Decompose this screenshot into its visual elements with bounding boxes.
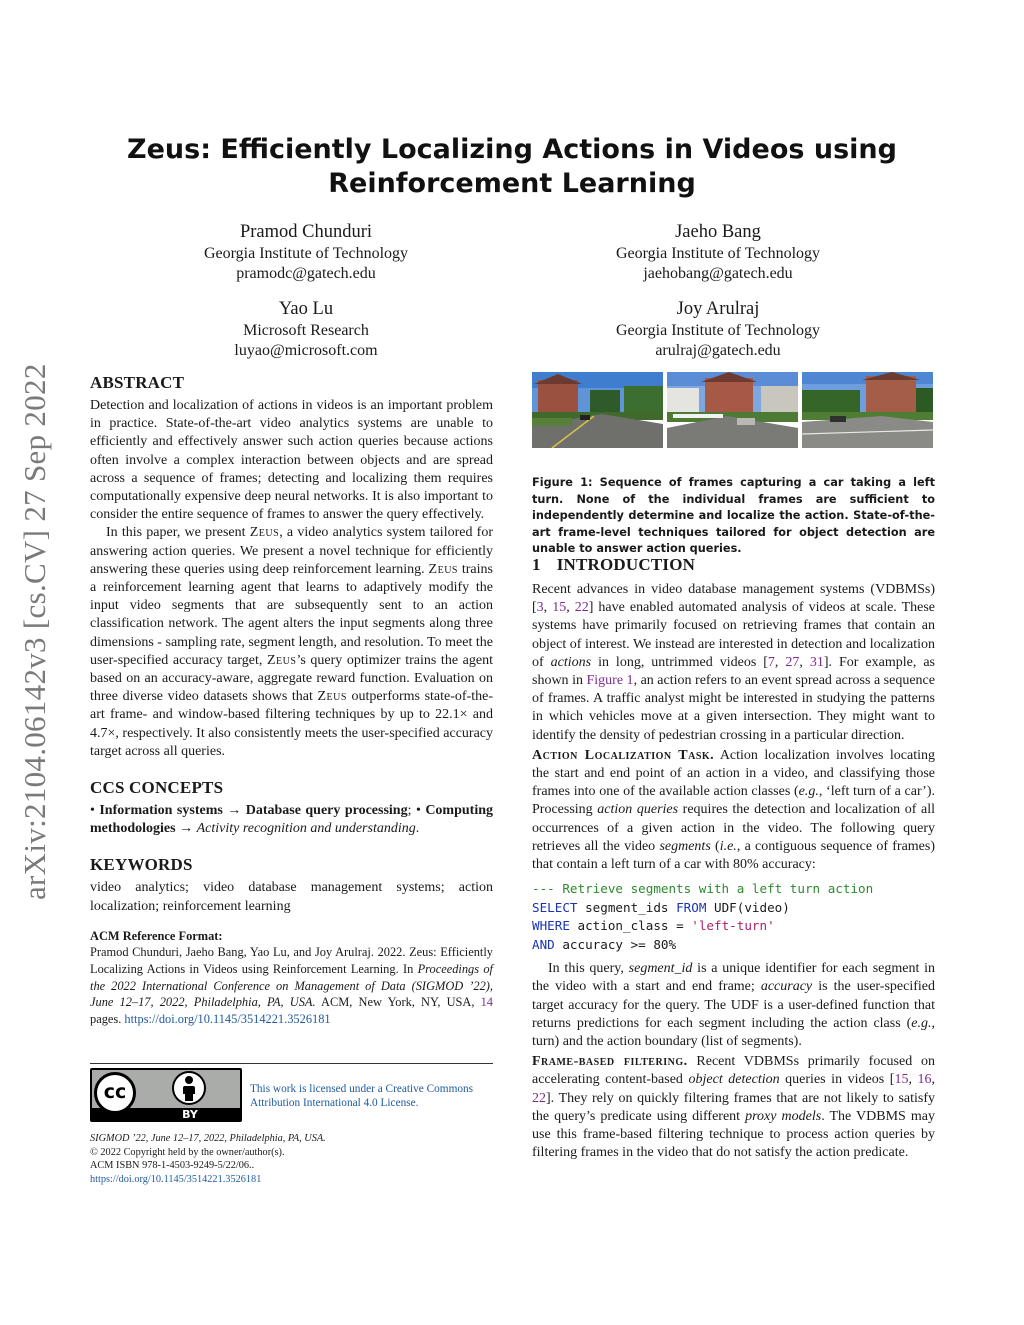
author-block-4	[582, 297, 854, 361]
citation-link[interactable]: 15	[894, 1072, 909, 1088]
figure-1-frames	[532, 372, 934, 448]
page-count-link[interactable]: 14	[480, 995, 493, 1010]
right-column	[532, 554, 935, 1162]
title-line-1: Zeus: Efficiently Localizing Actions in Videos using	[127, 134, 897, 165]
author-email[interactable]: jaehobang@gatech.edu	[643, 265, 793, 282]
acm-reference	[90, 928, 493, 1028]
author-affiliation: Georgia Institute of Technology	[615, 245, 821, 262]
intro-paragraph-2: Action Localization Task. Action localization involves locating the start and end point of an action in a video, and classifying those frames into one of the available action classes (e.g., ‘left turn of a car’). Processing action queries requires the detection and localization of all occurrences of a given action in the video. The following query retrieves all the video segments (i.e., a contiguous sequence of frames) that contain a left turn of a car with 80% accuracy:	[532, 747, 935, 873]
citation-link[interactable]: 15	[552, 600, 567, 616]
code-line-where: WHERE action_class = 'left-turn'	[532, 918, 775, 934]
sql-query-code-block	[532, 880, 935, 954]
paper-title	[100, 133, 924, 201]
author-email[interactable]: luyao@microsoft.com	[234, 342, 378, 359]
author-block-1	[170, 220, 442, 284]
system-name: Zeus	[266, 652, 297, 668]
acm-doi-link[interactable]: https://doi.org/10.1145/3514221.3526181	[124, 1011, 331, 1026]
figure-1-link[interactable]: Figure 1	[586, 673, 634, 689]
acm-reference-heading: ACM Reference Format:	[90, 928, 223, 943]
title-line-2: Reinforcement Learning	[328, 168, 696, 199]
author-name: Pramod Chunduri	[239, 222, 373, 242]
keywords-text: video analytics; video database management systems; action localization; reinforcement learning	[90, 880, 493, 914]
frame-based-filtering-heading: Frame-based filtering.	[532, 1054, 688, 1070]
left-column	[90, 372, 493, 1027]
footer-doi-link[interactable]: https://doi.org/10.1145/3514221.3526181	[90, 1173, 262, 1185]
ccs-heading: CCS CONCEPTS	[90, 778, 224, 798]
cc-icon: cc	[94, 1072, 136, 1114]
author-name: Joy Arulraj	[676, 299, 760, 319]
author-affiliation: Microsoft Research	[243, 322, 369, 339]
by-label: BY	[182, 1108, 198, 1121]
introduction-heading: 1 INTRODUCTION	[532, 555, 696, 574]
footer-copyright: © 2022 Copyright held by the owner/author(s).	[90, 1146, 285, 1158]
citation-link[interactable]: 22	[532, 1090, 546, 1106]
arxiv-sidebar-id: arXiv:2104.06142v3 [cs.CV] 27 Sep 2022	[17, 363, 52, 900]
person-icon	[172, 1071, 206, 1105]
author-affiliation: Georgia Institute of Technology	[203, 245, 409, 262]
citation-link[interactable]: 27	[785, 654, 800, 670]
action-localization-task-heading: Action Localization Task.	[532, 747, 715, 763]
citation-link[interactable]: 7	[767, 654, 775, 670]
author-name: Jaeho Bang	[675, 222, 761, 242]
ccs-concepts: • Information systems → Database query processing; • Computing methodologies → Activity recognition and understanding.	[90, 803, 493, 837]
abstract-heading: ABSTRACT	[90, 373, 185, 392]
author-email[interactable]: pramodc@gatech.edu	[236, 265, 376, 282]
copyright-footer	[90, 1132, 490, 1186]
author-affiliation: Georgia Institute of Technology	[615, 322, 821, 339]
footer-venue: SIGMOD ’22, June 12–17, 2022, Philadelphia, PA, USA.	[90, 1133, 326, 1144]
citation-link[interactable]: 3	[536, 600, 544, 616]
citation-link[interactable]: 16	[917, 1072, 932, 1088]
code-line-select: SELECT segment_ids FROM UDF(video)	[532, 899, 790, 915]
frame-image-2	[667, 372, 798, 448]
author-block-3	[170, 297, 442, 361]
author-name: Yao Lu	[278, 299, 334, 319]
abstract-paragraph-1: Detection and localization of actions in videos is an important problem in practice. State-of-the-art video analytics systems are unable to efficiently and effectively answer such action queries because actions often involve a complex interaction between objects and are spread across a sequence of frames; detecting and localizing them requires computationally expensive deep neural networks. It is also important to consider the entire sequence of frames to answer the query effectively.	[90, 398, 493, 523]
keywords-heading: KEYWORDS	[90, 855, 193, 875]
system-name: Zeus	[428, 561, 458, 577]
intro-paragraph-1: Recent advances in video database management systems (VDBMSs) [3, 15, 22] have enabled automated analysis of videos at scale. These systems have primarily focused on retrieving frames that contain an object of interest. We instead are interested in detection and localization of actions in long, untrimmed videos [7, 27, 31]. For example, as shown in Figure 1, an action refers to an event spread across a sequence of frames. A traffic analyst might be interested in studying the patterns in which vehicles move at a given intersection. They might want to identify the density of pedestrian crossing in a particular direction.	[532, 582, 935, 743]
footer-isbn: ACM ISBN 978-1-4503-9249-5/22/06..	[90, 1160, 255, 1171]
intro-paragraph-4: Frame-based filtering. Recent VDBMSs primarily focused on accelerating content-based object detection queries in videos [15, 16, 22]. They rely on quickly filtering frames that are not likely to satisfy the query’s predicate using different proxy models. The VDBMS may use this frame-based filtering technique to process action queries by filtering frames in the video that do not satisfy the action predicate.	[532, 1054, 936, 1161]
intro-paragraph-3: In this query, segment_id is a unique identifier for each segment in the video with a start and end frame; accuracy is the user-specified target accuracy for the query. The UDF is a user-defined function that returns predictions for each segment including the action class (e.g., turn) and the action boundary (list of segments).	[532, 961, 936, 1050]
code-line-and: AND accuracy >= 80%	[532, 936, 677, 952]
author-block-2	[582, 220, 854, 284]
citation-link[interactable]: 31	[809, 654, 824, 670]
cc-by-badge	[90, 1068, 242, 1122]
citation-link[interactable]: 22	[574, 600, 589, 616]
footnote-divider	[90, 1063, 493, 1064]
system-name: Zeus	[317, 689, 347, 705]
license-text[interactable]: This work is licensed under a Creative Commons Attribution International 4.0 License.	[250, 1083, 474, 1109]
code-comment-line: --- Retrieve segments with a left turn action	[532, 881, 874, 897]
figure-1-caption: Figure 1: Sequence of frames capturing a car taking a left turn. None of the individual frames are sufficient to independently determine and localize the action. State-of-the-art frame-level techniques tailored for object detection are unable to answer action queries.	[532, 476, 935, 555]
frame-image-3	[802, 372, 933, 448]
system-name: Zeus	[249, 525, 280, 541]
acm-reference-text: Pramod Chunduri, Jaeho Bang, Yao Lu, and Joy Arulraj. 2022. Zeus: Efficiently Localizing Actions in Videos using Reinforcement Learning. In Proceedings of the 2022 International Conference on Management of Data (SIGMOD ’22), June 12–17, 2022, Philadelphia, PA, USA. ACM, New York, NY, USA, 14 pages. https://doi.org/10.1145/3514221.3526181	[90, 945, 494, 1026]
frame-image-1	[532, 372, 663, 448]
abstract-paragraph-2: In this paper, we present Zeus, a video analytics system tailored for answering action queries. We present a novel technique for efficiently answering these queries using deep reinforcement learning. Zeus trains a reinforcement learning agent that learns to adaptively modify the input video segments that are subsequently sent to an action classification network. The agent alters the input segments along three dimensions - sampling rate, segment length, and resolution. To meet the user-specified accuracy target, Zeus’s query optimizer trains the agent based on an accuracy-aware, aggregate reward function. Evaluation on three diverse video datasets shows that Zeus outperforms state-of-the-art frame- and window-based filtering techniques by up to 22.1× and 4.7×, respectively. It also consistently meets the user-specified accuracy target across all queries.	[90, 525, 493, 759]
author-email[interactable]: arulraj@gatech.edu	[655, 342, 781, 359]
